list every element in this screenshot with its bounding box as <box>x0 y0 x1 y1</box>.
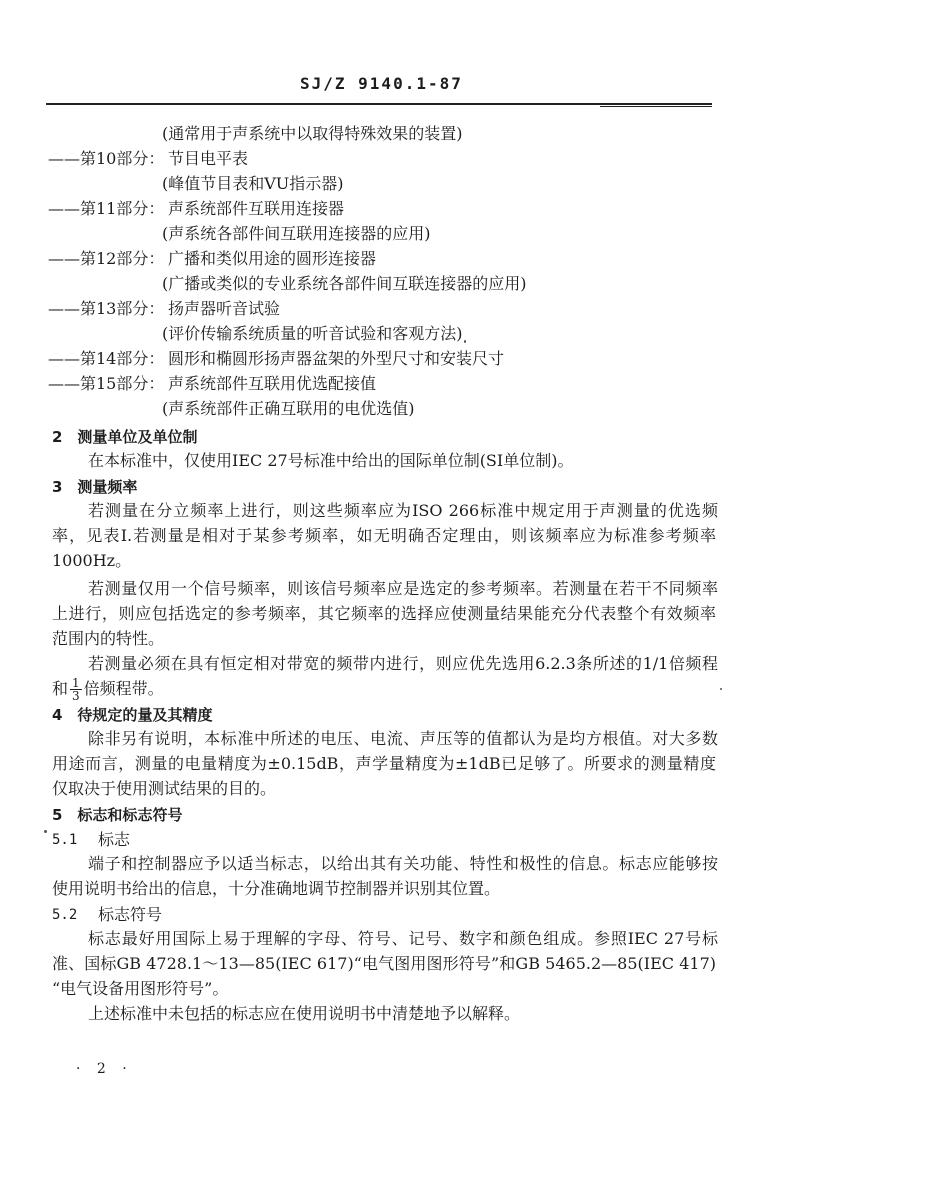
list-item-title: 广播和类似用途的圆形连接器 <box>168 249 377 268</box>
section-heading: 2 测量单位及单位制 <box>52 428 198 446</box>
page-number: · 2 · <box>76 1061 133 1077</box>
paragraph-line-fraction <box>52 674 164 704</box>
list-item-part: ——第15部分： <box>48 374 165 393</box>
paragraph-line: “电气设备用图形符号”。 <box>52 979 229 998</box>
fraction-numerator: 1 <box>72 676 80 690</box>
paragraph-line: 上进行，则应包括选定的参考频率，其它频率的选择应使测量结果能充分代表整个有效频率 <box>52 604 716 623</box>
section-heading: 4 待规定的量及其精度 <box>52 706 213 724</box>
list-item-part: ——第10部分： <box>48 149 165 168</box>
list-item-title: 扬声器听音试验 <box>168 299 281 318</box>
fraction-suffix: 倍频程带。 <box>83 679 164 698</box>
section-heading: 3 测量频率 <box>52 478 138 496</box>
list-item-part: ——第14部分： <box>48 349 165 368</box>
list-item-title: 节目电平表 <box>168 149 249 168</box>
paragraph-line: 端子和控制器应予以适当标志，以给出其有关功能、特性和极性的信息。标志应能够按 <box>88 854 718 873</box>
scan-speck <box>44 830 47 833</box>
paragraph-line: 使用说明书给出的信息，十分准确地调节控制器并识别其位置。 <box>52 879 501 898</box>
paragraph-line: 准、国标GB 4728.1～13—85(IEC 617)“电气图用图形符号”和GB 5465.2—85(IEC 417) <box>52 954 716 973</box>
paragraph-line: 用途而言，测量的电量精度为±0.15dB，声学量精度为±1dB已足够了。所要求的测量精度 <box>52 754 716 773</box>
list-item-desc: (声系统各部件间互联用连接器的应用) <box>162 224 431 243</box>
subsection-title: 标志 <box>98 830 131 849</box>
list-item-desc: (峰值节目表和VU指示器) <box>162 174 344 193</box>
fraction-denominator: 3 <box>72 689 80 703</box>
paragraph-line: 上述标准中未包括的标志应在使用说明书中清楚地予以解释。 <box>88 1004 521 1023</box>
list-item-title: 声系统部件互联用连接器 <box>168 199 345 218</box>
section-heading: 5 标志和标志符号 <box>52 806 183 824</box>
paragraph-line: 若测量仅用一个信号频率，则该信号频率应是选定的参考频率。若测量在若干不同频率 <box>88 579 718 598</box>
paragraph-line: 在本标准中，仅使用IEC 27号标准中给出的国际单位制(SI单位制)。 <box>88 451 574 470</box>
paragraph-line: 若测量必须在具有恒定相对带宽的频带内进行，则应优先选用6.2.3条所述的1/1倍频程 <box>88 654 718 673</box>
subsection-number: 5.2 <box>52 907 78 923</box>
list-item-part: ——第13部分： <box>48 299 165 318</box>
list-item-part: ——第12部分： <box>48 249 165 268</box>
paragraph-line: 率，见表I.若测量是相对于某参考频率，如无明确否定理由，则该频率应为标准参考频率 <box>52 526 716 545</box>
header-rule <box>46 103 712 105</box>
paragraph-line: 若测量在分立频率上进行，则这些频率应为ISO 266标准中规定用于声测量的优选频 <box>88 501 718 520</box>
standard-code: SJ/Z 9140.1-87 <box>300 74 463 93</box>
list-item-desc: (声系统部件正确互联用的电优选值) <box>162 399 415 418</box>
list-item-part: ——第11部分： <box>48 199 165 218</box>
subsection-title: 标志符号 <box>98 905 163 924</box>
header-rule-secondary <box>600 106 712 107</box>
list-item-desc: (广播或类似的专业系统各部件间互联连接器的应用) <box>162 274 527 293</box>
paragraph-line: 除非另有说明，本标准中所述的电压、电流、声压等的值都认为是均方根值。对大多数 <box>88 729 718 748</box>
scan-speck <box>464 340 466 343</box>
fraction-prefix: 和 <box>52 679 69 698</box>
list-intro-desc: (通常用于声系统中以取得特殊效果的装置) <box>162 124 463 143</box>
paragraph-line: 1000Hz。 <box>52 551 132 570</box>
paragraph-line: 仅取决于使用测试结果的目的。 <box>52 779 277 798</box>
scan-speck <box>720 688 722 690</box>
paragraph-line: 标志最好用国际上易于理解的字母、符号、记号、数字和颜色组成。参照IEC 27号标 <box>88 929 718 948</box>
paragraph-line: 范围内的特性。 <box>52 629 165 648</box>
list-item-desc: (评价传输系统质量的听音试验和客观方法) <box>162 324 463 343</box>
subsection-number: 5.1 <box>52 832 78 848</box>
one-third-fraction <box>70 677 82 702</box>
list-item-title: 声系统部件互联用优选配接值 <box>168 374 377 393</box>
list-item-title: 圆形和椭圆形扬声器盆架的外型尺寸和安装尺寸 <box>168 349 505 368</box>
